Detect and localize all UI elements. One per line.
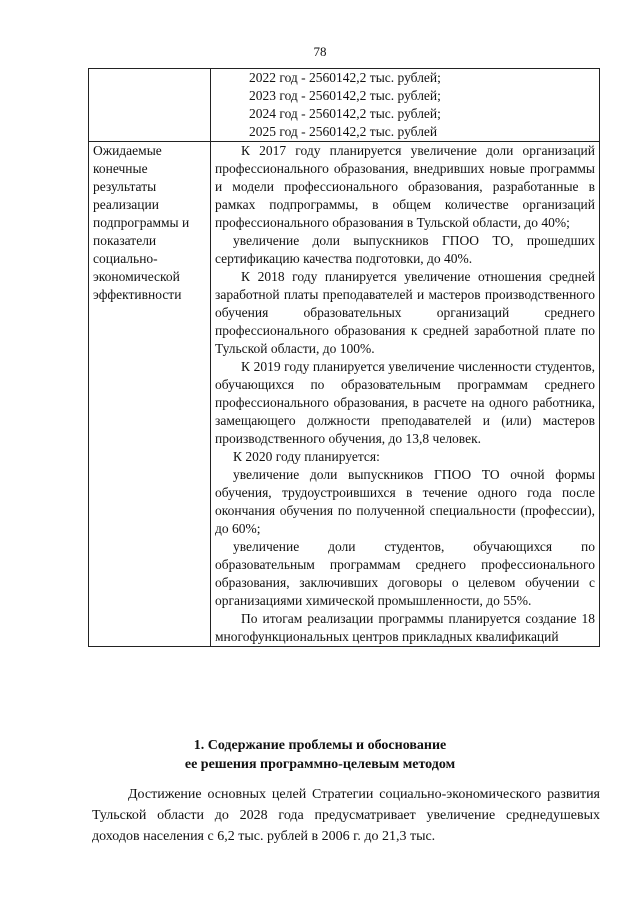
- section-title-line1: 1. Содержание проблемы и обоснование: [193, 738, 447, 753]
- results-text-cell: [211, 142, 600, 647]
- result-paragraph-2020-targeted: увеличение доли студентов, обучающихся по образовательным программам среднего профессионального образования, заключивших договоры о целевом обучении с организациями химической промышленности, до 55%.: [215, 539, 595, 608]
- results-label-line: результаты: [93, 179, 157, 194]
- results-label-line: социально-: [93, 251, 158, 266]
- section-body: [92, 784, 600, 847]
- funding-line-2023: 2023 год - 2560142,2 тыс. рублей;: [249, 88, 441, 103]
- results-label-line: реализации: [93, 197, 159, 212]
- results-label-line: конечные: [93, 161, 148, 176]
- funding-values-cell: [211, 69, 600, 142]
- funding-row: [89, 69, 600, 142]
- result-paragraph-2018: К 2018 году планируется увеличение отношения средней заработной платы преподавателей и мастеров производственного обучения образовательных организаций среднего профессионального образования к средней заработной плате по Тульской области, до 100%.: [215, 269, 595, 356]
- funding-line-2022: 2022 год - 2560142,2 тыс. рублей;: [249, 70, 441, 85]
- funding-label-cell: [89, 69, 211, 142]
- funding-line-2025: 2025 год - 2560142,2 тыс. рублей: [249, 124, 438, 139]
- result-paragraph-2017: К 2017 году планируется увеличение доли организаций профессионального образования, внедривших новые программы и модели профессионального образования, разработанные в рамках подпрограммы, в общем количестве организаций профессионального образования в Тульской области, до 40%;: [215, 143, 595, 230]
- funding-line-2024: 2024 год - 2560142,2 тыс. рублей;: [249, 106, 441, 121]
- section-title-line2: ее решения программно-целевым методом: [184, 757, 456, 772]
- results-label-line: эффективности: [93, 287, 182, 302]
- result-paragraph-2019: К 2019 году планируется увеличение численности студентов, обучающихся по образовательным программам среднего профессионального образования, в расчете на одного работника, замещающего должности преподавателей и (или) мастеров производственного обучения, до 13,8 человек.: [215, 359, 595, 446]
- result-paragraph-2020-intro: К 2020 году планируется:: [233, 449, 380, 464]
- section-title: [0, 736, 640, 774]
- results-label-line: экономической: [93, 269, 180, 284]
- results-label-cell: [89, 142, 211, 647]
- result-paragraph-2020-employment: увеличение доли выпускников ГПОО ТО очной формы обучения, трудоустроившихся в течение одного года после окончания обучения по полученной специальности (профессии), до 60%;: [215, 467, 595, 536]
- program-table: [88, 68, 600, 647]
- section-body-paragraph: Достижение основных целей Стратегии социально-экономического развития Тульской области до 2028 года предусматривает увеличение среднедушевых доходов населения с 6,2 тыс. рублей в 2006 г. до 21,3 тыс.: [92, 787, 600, 844]
- results-label-line: Ожидаемые: [93, 143, 162, 158]
- results-row: [89, 142, 600, 647]
- result-paragraph-certification: увеличение доли выпускников ГПОО ТО, прошедших сертификацию качества подготовки, до 40%.: [215, 233, 595, 266]
- results-label-line: подпрограммы и: [93, 215, 190, 230]
- results-label-line: показатели: [93, 233, 157, 248]
- page-number: 78: [313, 44, 327, 59]
- result-paragraph-final: По итогам реализации программы планируется создание 18 многофункциональных центров прикладных квалификаций: [215, 611, 595, 644]
